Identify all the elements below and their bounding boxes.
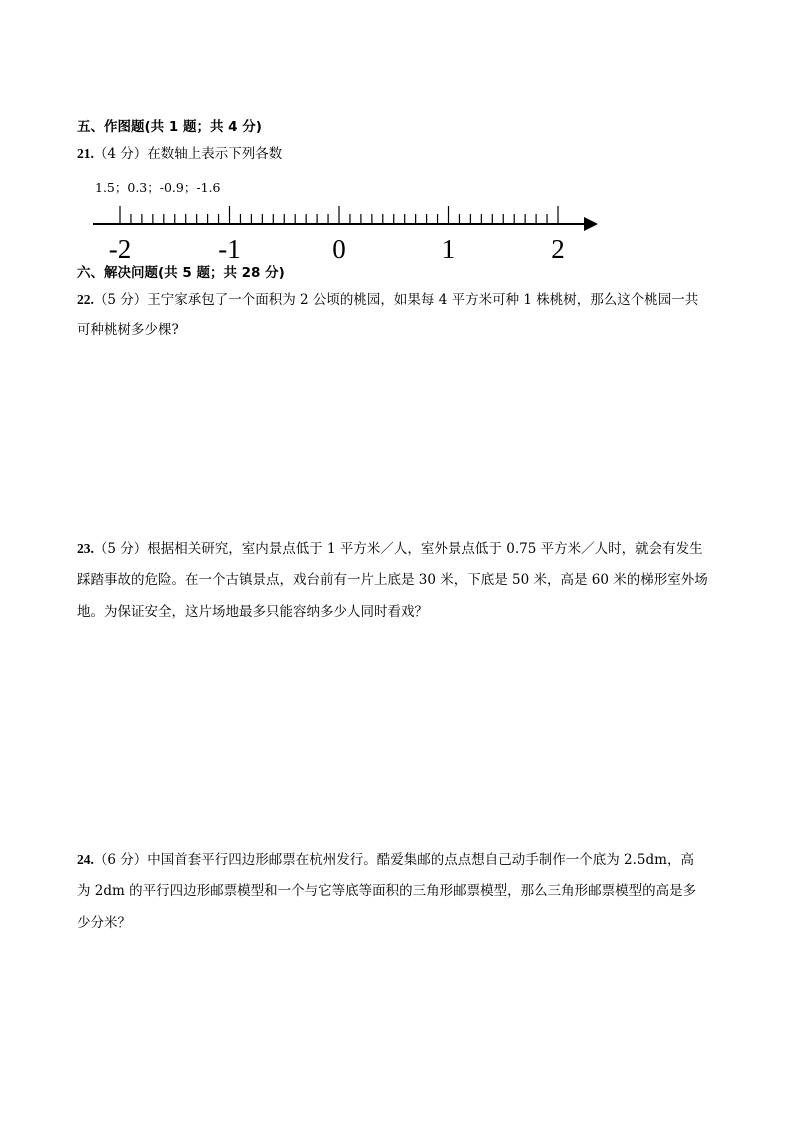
question-23-line-1 [77, 540, 703, 558]
question-24-line-2: 为 2dm 的平行四边形邮票模型和一个与它等底等面积的三角形邮票模型，那么三角形邮票模型的高是多 [77, 883, 697, 899]
question-23-points: （5 分） [93, 541, 148, 557]
number-line-label: 0 [332, 234, 346, 264]
question-24-line-3: 少分米？ [77, 915, 131, 931]
question-24-line-1 [77, 851, 694, 869]
question-22-text-1: 王宁家承包了一个面积为 2 公顷的桃园，如果每 4 平方米可种 1 株桃树，那么这个桃园一共 [147, 292, 699, 308]
number-line-labels [109, 234, 565, 264]
number-line-label: -2 [108, 234, 132, 264]
question-22-points: （5 分） [93, 292, 148, 308]
question-21-points: （4 分） [93, 146, 148, 162]
question-24-number: 24. [77, 852, 94, 867]
section-5-heading: 五、作图题(共 1 题；共 4 分) [77, 119, 262, 135]
question-21-text: 在数轴上表示下列各数 [147, 146, 283, 162]
question-22-number: 22. [77, 292, 94, 307]
number-line [0, 0, 794, 270]
section-6-heading: 六、解决问题(共 5 题；共 28 分) [77, 265, 285, 281]
question-23-number: 23. [77, 541, 94, 556]
number-line-label: 1 [441, 234, 456, 264]
number-line-label: -1 [218, 234, 241, 264]
question-24-text-1: 中国首套平行四边形邮票在杭州发行。酷爱集邮的点点想自己动手制作一个底为 2.5dm，高 [147, 852, 694, 868]
question-23-text-1: 根据相关研究，室内景点低于 1 平方米／人，室外景点低于 0.75 平方米／人时，就会有发生 [147, 541, 703, 557]
question-21-numbers: 1.5；0.3；-0.9；-1.6 [95, 180, 221, 195]
number-line-arrow [584, 217, 598, 231]
question-23-line-2: 踩踏事故的危险。在一个古镇景点，戏台前有一片上底是 30 米，下底是 50 米，高是 60 米的梯形室外场 [77, 572, 708, 588]
number-line-ticks [120, 206, 558, 224]
question-21-number: 21. [77, 146, 94, 161]
question-22-line-2: 可种桃树多少棵? [77, 322, 179, 338]
question-23-line-3: 地。为保证安全，这片场地最多只能容纳多少人同时看戏？ [77, 604, 428, 620]
question-22-line-1 [77, 291, 698, 309]
question-24-points: （6 分） [93, 852, 148, 868]
number-line-label: 2 [551, 234, 565, 264]
